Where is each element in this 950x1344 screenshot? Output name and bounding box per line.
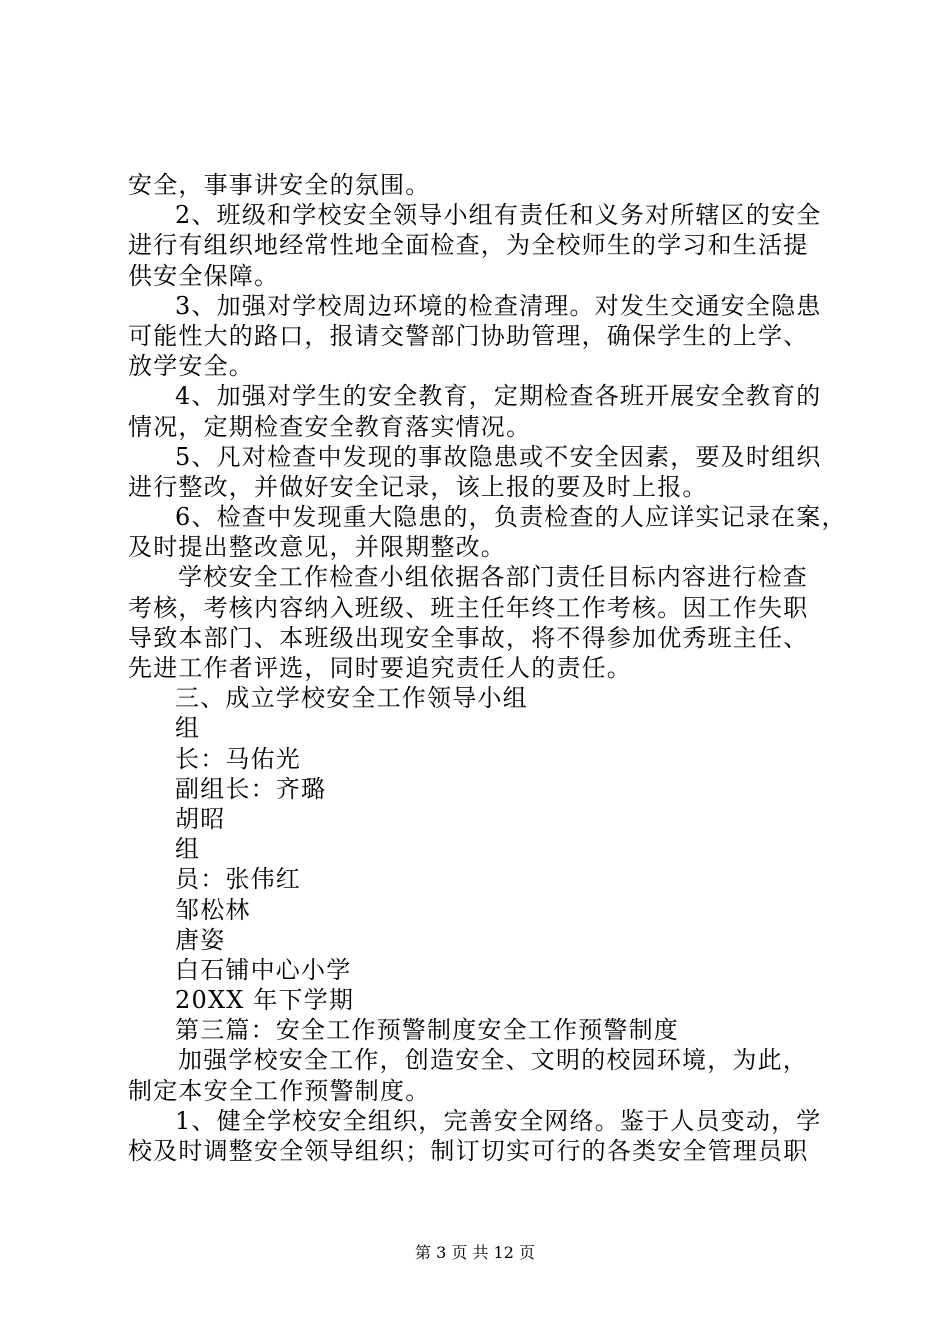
text-line: 邹松林 (175, 895, 251, 924)
text-line: 唐姿 (175, 925, 226, 954)
text-line: 组 (175, 835, 201, 864)
text-line: 安全，事事讲安全的氛围。 (128, 171, 431, 199)
text-line: 学校安全工作检查小组依据各部门责任目标内容进行检查 (178, 563, 808, 592)
text-line: 供安全保障。 (128, 261, 280, 290)
text-line: 3、加强对学校周边环境的检查清理。对发生交通安全隐患 (175, 291, 822, 320)
text-line: 6、检查中发现重大隐患的，负责检查的人应详实记录在案， (175, 503, 847, 532)
text-line: 加强学校安全工作，创造安全、文明的校园环境，为此， (178, 1046, 808, 1075)
text-line: 考核，考核内容纳入班级、班主任年终工作考核。因工作失职 (128, 593, 809, 622)
text-line: 组 (175, 714, 201, 743)
text-line: 白石铺中心小学 (175, 955, 352, 984)
text-line: 导致本部门、本班级出现安全事故，将不得参加优秀班主任、 (128, 623, 809, 652)
text-line: 20XX 年下学期 (175, 986, 355, 1015)
text-line: 胡昭 (175, 804, 226, 833)
text-line: 2、班级和学校安全领导小组有责任和义务对所辖区的安全 (175, 201, 822, 230)
text-line: 第三篇：安全工作预警制度安全工作预警制度 (175, 1016, 679, 1045)
text-line: 及时提出整改意见，并限期整改。 (128, 533, 506, 562)
page-footer: 第 3 页 共 12 页 (415, 1243, 535, 1262)
text-line: 校及时调整安全领导组织；制订切实可行的各类安全管理员职 (128, 1137, 809, 1165)
text-line: 员：张伟红 (175, 865, 301, 894)
text-line: 进行有组织地经常性地全面检查，为全校师生的学习和生活提 (128, 231, 809, 260)
text-line: 制定本安全工作预警制度。 (128, 1076, 431, 1105)
text-line: 放学安全。 (128, 352, 254, 381)
text-line: 先进工作者评选，同时要追究责任人的责任。 (128, 654, 632, 682)
document-body (128, 170, 847, 1166)
text-line: 长：马佑光 (175, 744, 301, 773)
text-line: 副组长：齐璐 (175, 774, 327, 803)
text-line: 4、加强对学生的安全教育，定期检查各班开展安全教育的 (175, 382, 822, 411)
text-line: 5、凡对检查中发现的事故隐患或不安全因素，要及时组织 (175, 442, 822, 471)
text-line: 可能性大的路口，报请交警部门协助管理，确保学生的上学、 (128, 321, 809, 350)
text-line: 三、成立学校安全工作领导小组 (175, 684, 528, 713)
text-line: 1、健全学校安全组织，完善安全网络。鉴于人员变动，学 (175, 1106, 822, 1135)
text-line: 情况，定期检查安全教育落实情况。 (128, 412, 532, 441)
text-line: 进行整改，并做好安全记录，该上报的要及时上报。 (128, 472, 708, 501)
